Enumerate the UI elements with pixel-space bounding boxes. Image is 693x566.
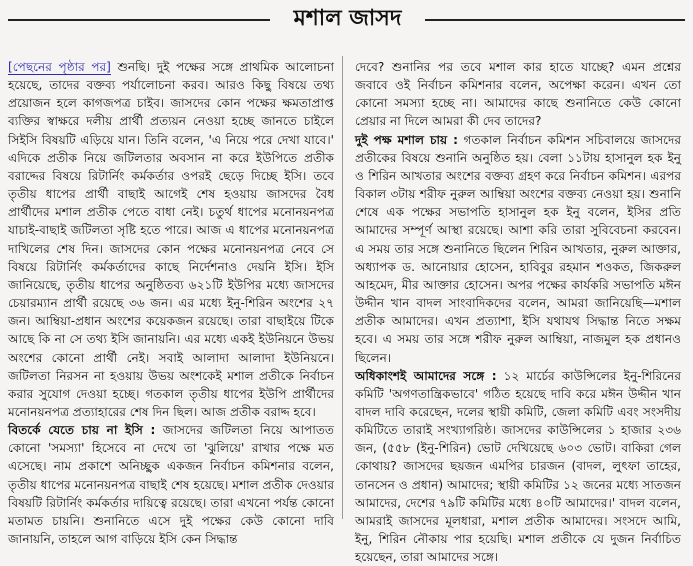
paragraph-text: গতকাল নির্বাচন কমিশন সচিবালয়ে জাসদের প্রতীকের বিষয়ে শুনানি অনুষ্ঠিত হয়। বেলা ১১টায় হাসানুল হক ইনু ও শিরিন আখতার অংশের বক্তব্য গ্রহণ করে নির্বাচন কমিশন। এরপর বিকাল ৩টায় শরীফ নুরুল আম্বিয়া অংশের বক্তব্য নেওয়া হয়। শুনানি শেষে এক পক্ষের সভাপতি হাসানুল হক ইনু বলেন, ইসির প্রতি আমাদের সম্পূর্ণ আস্থা রয়েছে। আশা করি তারা সুবিবেচনা করবেন। এ সময় তার সঙ্গে শুনানিতে ছিলেন শিরিন আখতার, নুরুল আক্তার, অধ্যাপক ড. আনোয়ার হোসেন, হাবিবুর রহমান শওকত, জিকরুল আহমেদ, মীর আক্তার হোসেন। অপর পক্ষের কার্যকরি সভাপতি মঈন উদ্দীন খান বাদল সাংবাদিকদের বলেন, আমরা জানিয়েছি—মশাল প্রতীক আমাদের। এখন প্রত্যাশা, ইসি যথাযথ সিদ্ধান্ত নিতে সক্ষম হবে। এ সময় তার সঙ্গে শরীফ নুরুল আম্বিয়া, নাজমুল হক প্রধানও ছিলেন।: [355, 132, 681, 365]
paragraph-subhead-majority: [355, 367, 681, 566]
paragraph-text: শুনছি। দুই পক্ষের সঙ্গে প্রাথমিক আলোচনা হয়েছে, তাদের বক্তব্য পর্যালোচনা করব। আরও কিছু বিষয়ে তথ্য প্রয়োজন হলে কাগজপত্র চাইব। জাসদের কোন পক্ষের ক্ষমতাপ্রাপ্ত ব্যক্তির স্বাক্ষরে দলীয় প্রার্থী প্রত্যয়ন নেওয়া হচ্ছে জানতে চাইলে সিইসি বিষয়টি এড়িয়ে যান। তিনি বলেন, 'এ নিয়ে পরে দেখা যাবে।' এদিকে প্রতীক নিয়ে জটিলতার অবসান না করে ইউপিতে প্রতীক বরাদ্দের বিষয়ে রিটার্নিং কর্মকর্তার ওপরই ছেড়ে দিচ্ছে ইসি। তবে তৃতীয় ধাপের প্রার্থী বাছাই আগেই শেষ হওয়ায় জাসদের বৈধ প্রার্থীদের মশাল প্রতীক পেতে বাধা নেই। চতুর্থ ধাপের মনোনয়নপত্র যাচাই-বাছাই জটিলতা সৃষ্টি হতে পারে। আজ এ ধাপের মনোনয়নপত্র দাখিলের শেষ দিন। জাসদের কোন পক্ষের মনোনয়নপত্র নেবে সে বিষয়ে রিটার্নিং কর্মকর্তাদের কাছে নির্দেশনাও দেয়নি ইসি। ইসি জানিয়েছে, তৃতীয় ধাপের অনুষ্ঠিতব্য ৬২১টি ইউপির মধ্যে জাসদের চেয়ারম্যান প্রার্থী রয়েছে ৩৬ জন। এর মধ্যে ইনু-শিরিন অংশের ২৭ জন। আম্বিয়া-প্রধান অংশের কয়েকজন রয়েছে। তারা বাছাইয়ে টিকে আছে কি না সে তথ্য ইসি জানায়নি। এর মধ্যে একই ইউনিয়নে উভয় অংশের কোনো প্রার্থী নেই। সবাই আলাদা আলাদা ইউনিয়নে। জটিলতা নিরসন না হওয়ায় উভয় অংশকেই মশাল প্রতীকে নির্বাচন করার সুযোগ দেওয়া হচ্ছে। গতকাল তৃতীয় ধাপের ইউপি প্রার্থীদের মনোনয়নপত্র প্রত্যাহারের শেষ দিন ছিল। আজ প্রতীক বরাদ্দ হবে।: [8, 60, 334, 419]
subheading: দুই পক্ষ মশাল চায় :: [355, 132, 458, 147]
paragraph-text: দেবে? শুনানির পর তবে মশাল কার হাতে যাচ্ছে? এমন প্রশ্নের জবাবে ওই নির্বাচন কমিশনার বলেন, অপেক্ষা করেন। এখন তো কোনো সমস্যা হচ্ছে না। আমাদের কাছে শুনানিতে কেউ কোনো প্রেয়ার না দিলে আমরা কী দেব তাদের?: [355, 60, 681, 129]
paragraph-continued: [8, 58, 334, 421]
subheading: অধিকাংশই আমাদের সঙ্গে :: [355, 368, 497, 383]
paragraph-text: জাসদের জটিলতা নিয়ে আপাতত কোনো 'সমস্যা' হিসেবে না দেখে তা 'ঝুলিয়ে' রাখার পক্ষে মত এসেছে। নাম প্রকাশে অনিচ্ছুক একজন নির্বাচন কমিশনার বলেন, তৃতীয় ধাপের মনোনয়নপত্র বাছাই শেষ হয়েছে। মশাল প্রতীক দেওয়ার বিষয়টি রিটার্নিং কর্মকর্তার দায়িত্বে রয়েছে। তারা এখনো পর্যন্ত কোনো মতামত চায়নি। শুনানিতে এসে দুই পক্ষের কেউ কোনো দাবি জানায়নি, তাহলে আগ বাড়িয়ে ইসি কেন সিদ্ধান্ত: [8, 423, 335, 547]
paragraph-continued: [355, 58, 681, 131]
continued-from-back-link[interactable]: [পেছনের পৃষ্ঠার পর]: [8, 60, 111, 74]
section-header: [0, 0, 693, 44]
column-divider: [342, 56, 343, 519]
paragraph-subhead-ec: [8, 421, 334, 548]
article-column-left: [8, 58, 335, 547]
paragraph-text: ১২ মার্চের কাউন্সিলের ইনু-শিরিনের কমিটি 'অগণতান্ত্রিকভাবে' গঠিত হয়েছে দাবি করে মঈন উদ্দীন খান বাদল দাবি করেছেন, দলের স্থায়ী কমিটি, জেলা কমিটি এবং সংসদীয় কমিটিতে তারাই সংখ্যাগরিষ্ঠ। জাসদের কাউন্সিলের ১ হাজার ২৩৬ জন, (৫৫৮ (ইনু-শিরিন) ভোট দেখিয়েছে ৬০৩ ভোট। বাকিরা গেল কোথায়? জাসদের ছয়জন এমপির চারজন (বাদল, লুৎফা তাহের, তানসেন ও প্রধান) আমাদের; স্থায়ী কমিটির ১২ জনের মধ্যে সাতজন আমাদের, দেশের ৭৯টি কমিটির মধ্যে ৪০টি আমাদের।' বাদল বলেন, আমরাই জাসদের মূলধারা, মশাল প্রতীক আমাদের। সংসদে আমি, ইনু, শিরিন নৌকায় পার হয়েছি। মশাল প্রতীকে যে দুজন নির্বাচিত হয়েছেন, তারা আমাদের সঙ্গে।: [355, 368, 681, 565]
subheading: বিতর্কে যেতে চায় না ইসি :: [8, 423, 156, 438]
page-title: মশাল জাসদ: [293, 6, 402, 31]
article-column-right: [355, 58, 681, 565]
header-rule-right: [425, 19, 685, 21]
paragraph-subhead-both: [355, 131, 681, 367]
header-rule-left: [8, 19, 270, 21]
